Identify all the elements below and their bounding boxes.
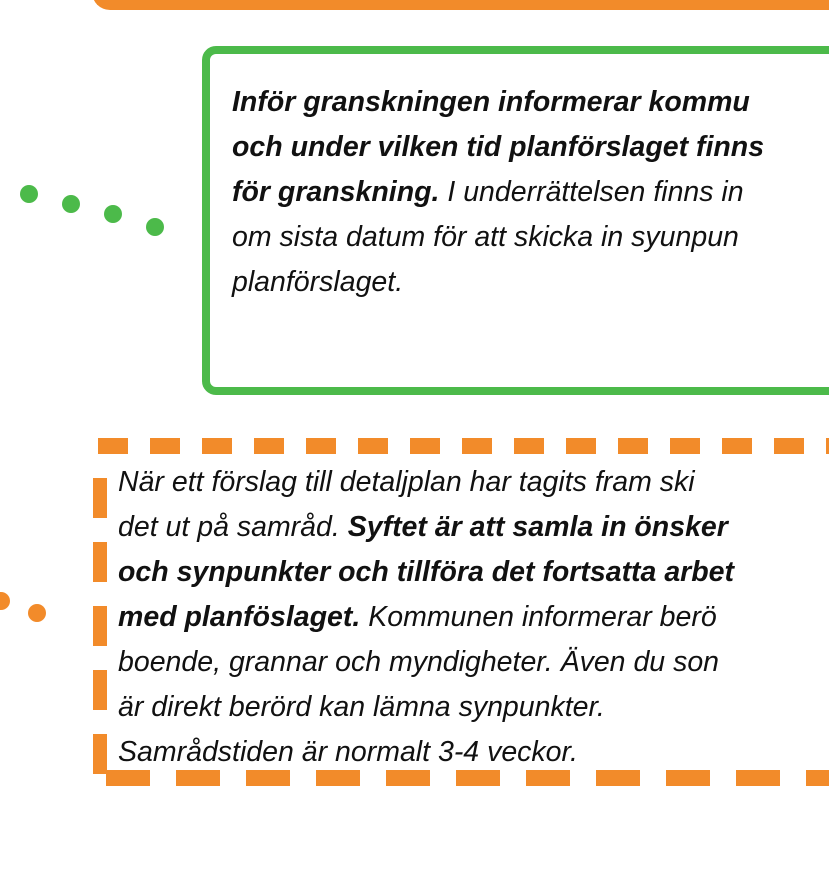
samrad-line-1: När ett förslag till detaljplan har tagits fram ski	[118, 466, 695, 498]
granskning-line-2: och under vilken tid planförslaget finns	[232, 131, 765, 163]
granskning-line-5: planförslaget.	[232, 266, 404, 298]
granskning-line-4: om sista datum för att skicka in syunpun	[232, 221, 739, 253]
granskning-line-3-rest: I underrättelsen finns in	[439, 176, 744, 208]
granskning-line-3-bold: för granskning.	[232, 176, 440, 208]
samrad-line-3: och synpunkter och tillföra det fortsatta arbet	[118, 556, 735, 588]
samrad-line-2-plain: det ut på samråd.	[118, 511, 348, 543]
samrad-line-7: Samrådstiden är normalt 3-4 veckor.	[118, 736, 578, 768]
samrad-line-4-bold: med planföslaget.	[118, 601, 361, 633]
samrad-line-4-rest: Kommunen informerar berö	[360, 601, 717, 633]
granskning-line-1: Inför granskningen informerar kommu	[232, 86, 750, 118]
samrad-line-6: är direkt berörd kan lämna synpunkter.	[118, 691, 605, 723]
samrad-line-5: boende, grannar och myndigheter. Även du son	[118, 646, 720, 678]
orange-connector-dot	[28, 604, 46, 622]
samrad-text	[118, 460, 734, 775]
samrad-line-2-bold: Syftet är att samla in önsker	[347, 511, 728, 543]
